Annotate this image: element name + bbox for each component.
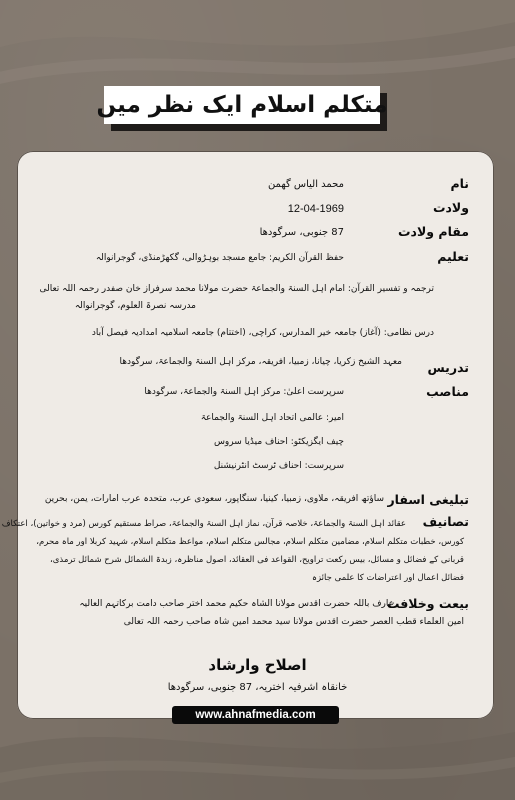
- page-title: متکلم اسلام ایک نظر میں: [96, 92, 388, 118]
- education-line: مدرسہ نصرۃ العلوم، گوجرانوالہ: [74, 301, 196, 311]
- position-line: چیف ایگزیکٹو: احناف میڈیا سروس: [213, 437, 344, 447]
- label-teaching: تدریس: [427, 360, 469, 375]
- footer-address: خانقاہ اشرفیہ اختریہ، 87 جنوبی، سرگودھا: [167, 682, 348, 693]
- position-line: سرپرست اعلیٰ: مرکز اہل السنۃ والجماعۃ، سرگودھا: [144, 387, 344, 397]
- education-line: ترجمہ و تفسیر القرآن: امام اہل السنۃ والجماعۃ حضرت مولانا محمد سرفراز خان صفدر رحمہ اللہ تعالی: [39, 284, 434, 294]
- education-line: درس نظامی: (آغاز) جامعہ خیر المدارس، کراچی، (اختتام) جامعہ اسلامیہ امدادیہ فیصل آباد: [91, 328, 434, 338]
- title-banner: [96, 86, 388, 124]
- education-line: حفظ القرآن الکریم: جامع مسجد بوہڑوالی، گکھڑمنڈی، گوجرانوالہ: [95, 253, 344, 263]
- position-line: سرپرست: احناف ٹرسٹ انٹرنیشنل: [213, 461, 344, 471]
- value-birthplace: 87 جنوبی، سرگودھا: [259, 227, 344, 238]
- value-name: محمد الیاس گھمن: [267, 179, 344, 190]
- label-travels: تبلیغی اسفار: [387, 492, 469, 507]
- allegiance-line: عارف باللہ حضرت اقدس مولانا الشاہ حکیم محمد اختر صاحب دامت برکاتہم العالیہ: [79, 599, 394, 609]
- label-works: تصانیف: [422, 514, 469, 529]
- works-line: قربانی کے فضائل و مسائل، بیس رکعت تراویح، القواعد فی العقائد، اصول مناظرہ، زبدۃ الشمائل شرح شمائل ترمذی،: [50, 555, 464, 565]
- value-birth-date: 12-04-1969: [287, 203, 344, 215]
- footer-heading: اصلاح وارشاد: [208, 656, 307, 674]
- value-travels: ساؤتھ افریقہ، ملاوی، زمبیا، کینیا، سنگاپور، سعودی عرب، متحدہ عرب امارات، یمن، بحرین: [44, 494, 384, 504]
- works-line: عقائد اہل السنۃ والجماعۃ، خلاصہ قرآن، نماز اہل السنۃ والجماعۃ، صراط مستقیم کورس (مرد و خواتین)، اعتکاف: [1, 519, 406, 529]
- works-line: کورس، خطبات متکلم اسلام، مضامین متکلم اسلام، مجالس متکلم اسلام، مواعظ متکلم اسلام، شہید کربلا اور ماہ محرم،: [36, 537, 464, 547]
- label-birth: ولادت: [432, 200, 469, 215]
- label-allegiance: بیعت وخلافت: [386, 596, 469, 611]
- label-name: نام: [450, 176, 469, 191]
- background-pattern-top: [0, 0, 515, 90]
- website-link[interactable]: www.ahnafmedia.com: [172, 706, 339, 724]
- position-line: امیر: عالمی اتحاد اہل السنۃ والجماعۃ: [200, 413, 344, 423]
- label-education: تعلیم: [437, 249, 469, 264]
- content-panel: [1, 151, 494, 719]
- allegiance-line: امین العلماء قطب العصر حضرت اقدس مولانا سید محمد امین شاہ صاحب رحمہ اللہ تعالی: [123, 617, 464, 627]
- works-line: فضائل اعمال اور اعتراضات کا علمی جائزہ: [312, 573, 464, 583]
- label-birthplace: مقام ولادت: [398, 224, 469, 239]
- label-positions: مناصب: [426, 384, 469, 399]
- value-teaching: معہد الشیخ زکریا، چیانا، زمبیا، افریقہ، مرکز اہل السنۃ والجماعۃ، سرگودھا: [119, 357, 402, 367]
